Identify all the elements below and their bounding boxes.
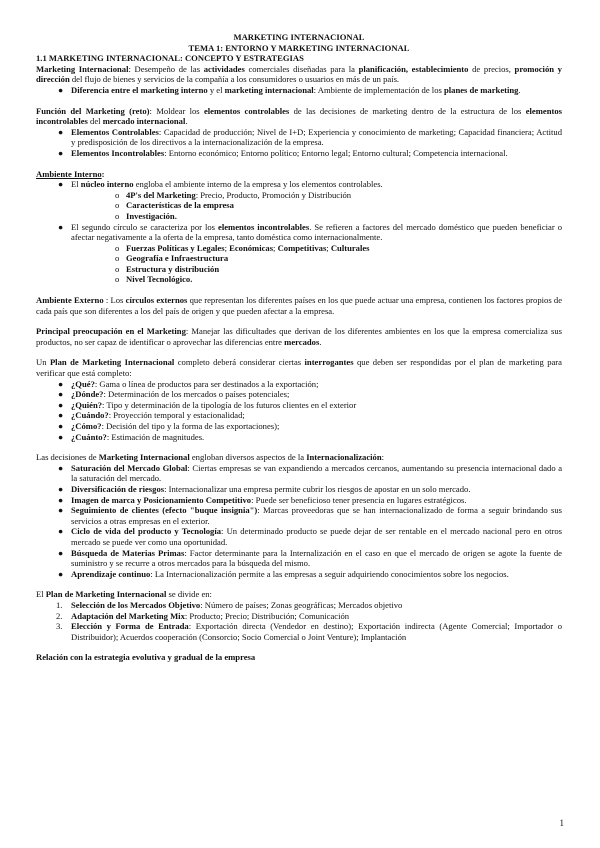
sub-list-item: o Investigación. xyxy=(115,210,177,221)
list-item: ● ¿Qué?: Gama o línea de productos para ser destinados a la exportación; xyxy=(58,378,319,389)
ambiente-externo-paragraph: Ambiente Externo : Los círculos externos que representan los diferentes países en los que puede actuar una empresa, contienen los factores propios de cada país que son diferentes a los del país de origen y que pueden afectar a la empresa. xyxy=(36,295,563,316)
page-number: 1 xyxy=(559,818,564,828)
list-item: ● Seguimiento de clientes (efecto "buque insignia"): Marcas proveedoras que se han internacionalizado de forma a seguir brindando sus servicios a otras empresas en el exterior. xyxy=(58,505,562,526)
list-item: 3. Elección y Forma de Entrada: Exportación directa (Vendedor en destino); Exportación indirecta (Agente Comercial; Importador o Distribuidor); Acuerdos cooperación (Consorcio; Socio Comercial o Joint Venture); Implantación xyxy=(56,621,562,642)
list-item: 1. Selección de los Mercados Objetivo: Número de países; Zonas geográficas; Mercados objetivo xyxy=(56,599,403,610)
sub-list-item: o 4P's del Marketing: Precio, Producto, Promoción y Distribución xyxy=(115,189,352,200)
list-item: ● Ciclo de vida del producto y Tecnología: Un determinado producto se puede dejar de ser rentable en el mercado nacional pero en otros mercado se puede ver como una oportunidad. xyxy=(58,526,562,547)
elementos-list xyxy=(36,127,562,159)
list-item: ● ¿Cuánto?: Estimación de magnitudes. xyxy=(58,431,205,442)
list-item: ● ¿Cuándo?: Proyección temporal y estacionalidad; xyxy=(58,410,245,421)
list-item: ● Saturación del Mercado Global: Ciertas empresas se van expandiendo a mercados cercanos, aumentando su presencia internacional dado a la saturación del mercado. xyxy=(58,462,563,484)
list-item: ● El núcleo interno engloba el ambiente interno de la empresa y los elementos controlables. o 4P's del Marketing: Precio, Producto, Promoción y Distribución o Características de la empresa o Investigación. xyxy=(36,179,562,221)
sub-list-item: o Estructura y distribución xyxy=(115,263,220,274)
relacion-heading: Relación con la estrategia evolutiva y gradual de la empresa xyxy=(36,652,256,663)
plan-paragraph: Un Plan de Marketing Internacional completo deberá considerar ciertas interrogantes que deben ser respondidas por el plan de marketing para verificar que está completo: xyxy=(36,357,562,379)
divide-paragraph: El Plan de Marketing Internacional se divide en: xyxy=(36,589,212,600)
sub-list-item: o Nivel Tecnológico. xyxy=(115,274,193,285)
list-item: ● Elementos Controlables: Capacidad de producción; Nivel de I+D; Experiencia y conocimiento de marketing; Capacidad financiera; Actitud y predisposición de los directivos a la internacionalización de la empresa. xyxy=(58,126,562,148)
topic-title: TEMA 1: ENTORNO Y MARKETING INTERNACIONAL xyxy=(188,42,410,53)
list-item: ● Imagen de marca y Posicionamiento Competitivo: Puede ser beneficioso tener presencia en lugares estratégicos. xyxy=(58,494,467,505)
section-heading: 1.1 MARKETING INTERNACIONAL: CONCEPTO Y ESTRATEGIAS xyxy=(36,53,304,64)
sub-list-item: o Fuerzas Políticas y Legales; Económicas; Competitivas; Culturales xyxy=(115,242,370,253)
preguntas-list xyxy=(36,379,562,443)
ambiente-interno-list xyxy=(36,179,562,285)
preocupacion-paragraph: Principal preocupación en el Marketing: Manejar las dificultades que derivan de los diferentes ambientes en los que la empresa comercializa sus productos, no ser capaz de identificar o aprovechar las diferencias entre mercados. xyxy=(36,326,562,347)
list-item: ● Búsqueda de Materias Primas: Factor determinante para la Internalización en el caso en que el mercado de origen se agote la fuente de suministro y se recurre a otros mercados para la búsqueda del mismo. xyxy=(58,547,562,569)
list-item: ● Diferencia entre el marketing interno y el marketing internacional: Ambiente de implementación de los planes de marketing. xyxy=(58,84,521,95)
marketing-internacional-definition: Marketing Internacional: Desempeño de las actividades comerciales diseñadas para la planificación, establecimiento de precios, promoción y dirección del flujo de bienes y servicios de la compañía a los consumidores o usuarios en más de un país. xyxy=(36,63,562,85)
list-item: ● Diversificación de riesgos: Internacionalizar una empresa permite cubrir los riesgos de apostar en un solo mercado. xyxy=(58,483,471,494)
sub-list-item: o Geografía e Infraestructura xyxy=(115,253,229,264)
list-item: ● ¿Quién?: Tipo y determinación de la tipología de los futuros clientes en el exterior xyxy=(58,399,357,410)
sub-list-item: o Características de la empresa xyxy=(115,200,234,211)
list-item: ● Aprendizaje continuo: La Internacionalización permite a las empresas a seguir adquiriendo conocimientos sobre los negocios. xyxy=(58,568,509,579)
document-page xyxy=(36,32,562,663)
list-item: ● El segundo círculo se caracteriza por los elementos incontrolables. Se refieren a factores del mercado doméstico que pueden beneficiar o afectar negativamente a la oferta de la empresa, tanto doméstica como internacionalmente. o Fuerzas Políticas y Legales; Económicas; Competitivas; Culturales o Geografía e Infraestructura o Estructura y distribución o Nivel Tecnológico. xyxy=(58,221,563,285)
document-title: MARKETING INTERNACIONAL xyxy=(233,32,365,42)
decisiones-paragraph: Las decisiones de Marketing Internacional engloban diversos aspectos de la Internacionalización: xyxy=(36,452,385,463)
ambiente-interno-heading: Ambiente Interno: xyxy=(36,168,105,179)
list-item: 2. Adaptación del Marketing Mix: Producto; Precio; Distribución; Comunicación xyxy=(56,610,350,621)
difference-list xyxy=(36,85,562,96)
list-item: ● ¿Dónde?: Determinación de los mercados o países potenciales; xyxy=(58,389,290,400)
etapas-list xyxy=(36,600,562,642)
list-item: ● Elementos Incontrolables: Entorno económico; Entorno político; Entorno legal; Entorno cultural; Competencia internacional. xyxy=(58,147,508,158)
aspectos-list xyxy=(36,463,562,580)
list-item: ● ¿Cómo?: Decisión del tipo y la forma de las exportaciones); xyxy=(58,421,280,431)
funcion-marketing-paragraph: Función del Marketing (reto): Moldear los elementos controlables de las decisiones de marketing dentro de la estructura de los elementos incontrolables del mercado internacional. xyxy=(36,105,562,127)
